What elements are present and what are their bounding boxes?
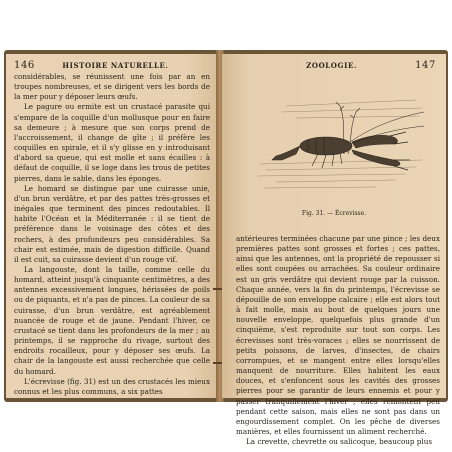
paragraph: L'écrevisse (fig. 31) est un des crustacés les mieux connus et les plus communs, a six pattes — [14, 376, 210, 396]
left-running-head: HISTOIRE NATURELLE. — [62, 61, 169, 70]
right-running-head: ZOOLOGIE. — [306, 61, 357, 70]
right-page-body — [236, 234, 440, 447]
paragraph: Le homard se distingue par une cuirasse unie, d'un brun verdâtre, et par des pattes très-grosses et inégales que terminent des pinces redoutables. Il habite l'Océan et la Méditerranée : il se tient de préférence dans le voisinage des côtes et des rochers, à des profondeurs peu considérables. Sa chair est estimée, mais de digestion difficile. Quand il est cuit, sa cuirasse devient d'un rouge vif. — [14, 183, 210, 264]
paragraph: La langouste, dont la taille, comme celle du homard, atteint jusqu'à cinquante centimètres, a des antennes excessivement longues, hérissées de poils ou de piquants, et n'a pas de pinces. La couleur de sa cuirasse, d'un brun verdâtre, est agréablement nuancée de rouge et de jaune. Pendant l'hiver, ce crustacé se tient dans les profondeurs de la mer ; au printemps, il se rapproche du rivage, surtout des endroits rocailleux, pour y déposer ses œufs. La chair de la langouste est aussi recherchée que celle du homard. — [14, 264, 210, 376]
paragraph: La crevette, chevrette ou salicoque, beaucoup plus — [246, 437, 433, 447]
paragraph: considérables, se réunissent une fois par an en troupes nombreuses, et se dirigent vers les bords de la mer pour y déposer leurs œufs. — [14, 72, 210, 102]
open-book — [4, 50, 448, 447]
left-page-header — [14, 60, 208, 71]
crayfish-illustration — [256, 76, 426, 204]
figure-caption: Fig. 31. — Écrevisse. — [301, 210, 367, 217]
right-page-number: 147 — [415, 60, 436, 71]
left-page-number: 146 — [14, 60, 35, 71]
right-page — [222, 54, 446, 447]
right-page-header — [236, 60, 436, 71]
paragraph: Le pagure ou ermite est un crustacé parasite qui s'empare de la coquille d'un mollusque pour en faire sa demeure ; à mesure que son corps prend de l'accroissement, il change de gîte ; il préfère les coquilles en spirale, et il s'y glisse en y introduisant d'abord sa queue, qui est molle et sans écailles : à défaut de coquille, il se loge dans les trous de petites pierres, dans le sable, dans les éponges. — [14, 102, 210, 183]
left-page — [6, 54, 218, 398]
left-page-body — [14, 72, 210, 397]
paragraph: antérieures terminées chacune par une pince ; les deux premières pattes sont grosses et fortes ; ces pattes, ainsi que les antennes, ont la propriété de repousser si elles sont coupées ou arrachées. Sa couleur ordinaire est un gris verdâtre qui devient rouge par la cuisson. Chaque année, vers la fin du printemps, l'écrevisse se dépouille de son enveloppe calcaire ; elle est alors tout à fait molle, mais au bout de quelques jours une nouvelle enveloppe, quelquefois plus grande d'un cinquième, s'est reproduite sur tout son corps. Les écrevisses sont très-voraces ; elles se nourrissent de petits poissons, de larves, d'insectes, de chairs corrompues, et se mangent entre elles lorsqu'elles manquent de nourriture. Elles habitent les eaux douces, et s'enfoncent sous les cavités des grosses pierres pour se garantir de leurs ennemis et pour y passer tranquillement l'hiver ; elles remontent peu pendant cette saison, mais elles ne sont pas dans un engourdissement complet. On les pêche de diverses manières, et elles fournissent un aliment recherché. — [236, 234, 440, 436]
